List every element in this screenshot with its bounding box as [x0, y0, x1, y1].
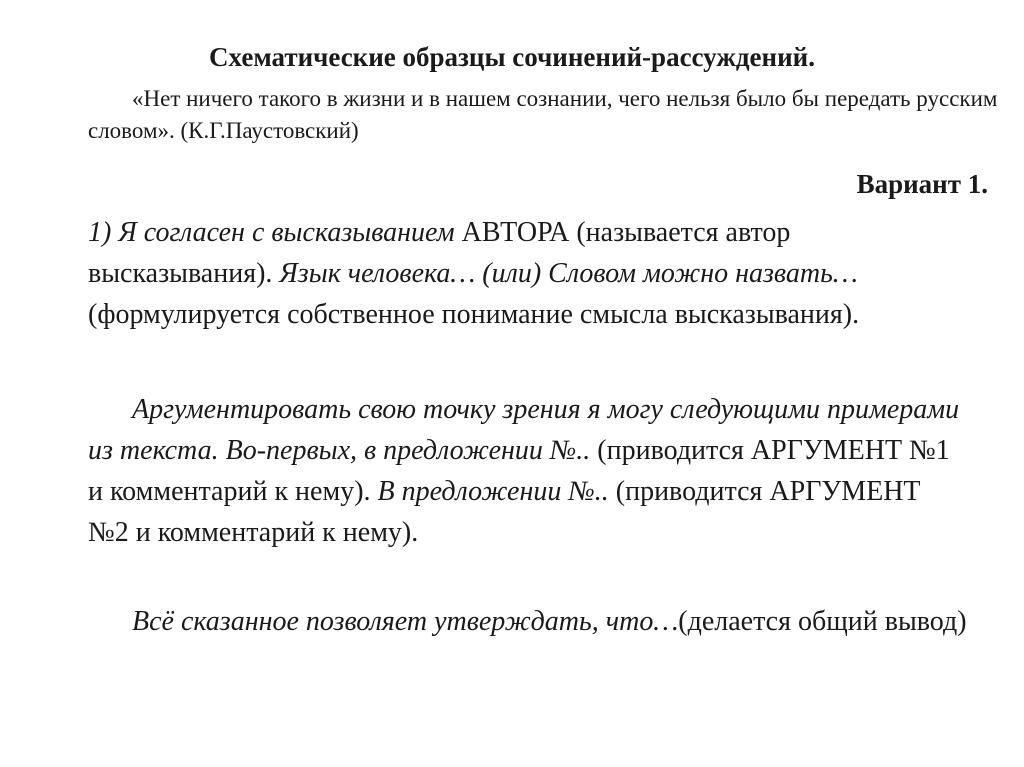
- variant-heading: Вариант 1.: [856, 169, 988, 199]
- arguments-intro: Аргументировать свою точку зрения я могу следующими примерами из текста. Во-первых, в предложении №..: [88, 394, 960, 466]
- conclusion-intro: Всё сказанное позволяет утверждать, что…: [132, 606, 679, 637]
- thesis-author: АВТОРА (называется автор высказывания).: [88, 217, 791, 289]
- arguments-second: В предложении №..: [377, 476, 609, 507]
- thesis-meaning: (формулируется собственное понимание смысла высказывания).: [88, 299, 860, 330]
- epigraph-author: (К.Г.Паустовский): [180, 118, 359, 143]
- paragraph-arguments: [88, 389, 968, 553]
- paragraph-thesis: [88, 212, 968, 335]
- argument-1: (приводится АРГУМЕНТ №1 и комментарий к нему).: [88, 435, 950, 507]
- argument-2: (приводится АРГУМЕНТ №2 и комментарий к нему).: [88, 476, 921, 548]
- paragraph-conclusion: [88, 601, 968, 642]
- thesis-intro: 1) Я согласен с высказыванием: [88, 217, 455, 248]
- thesis-language: Язык человека… (или) Словом можно назвать…: [279, 258, 858, 289]
- conclusion-note: (делается общий вывод): [678, 606, 967, 637]
- epigraph: [88, 83, 1008, 147]
- slide-title: Схематические образцы сочинений-рассуждений.: [209, 42, 815, 72]
- epigraph-quote: «Нет ничего такого в жизни и в нашем сознании, чего нельзя было бы передать русским словом».: [88, 86, 998, 143]
